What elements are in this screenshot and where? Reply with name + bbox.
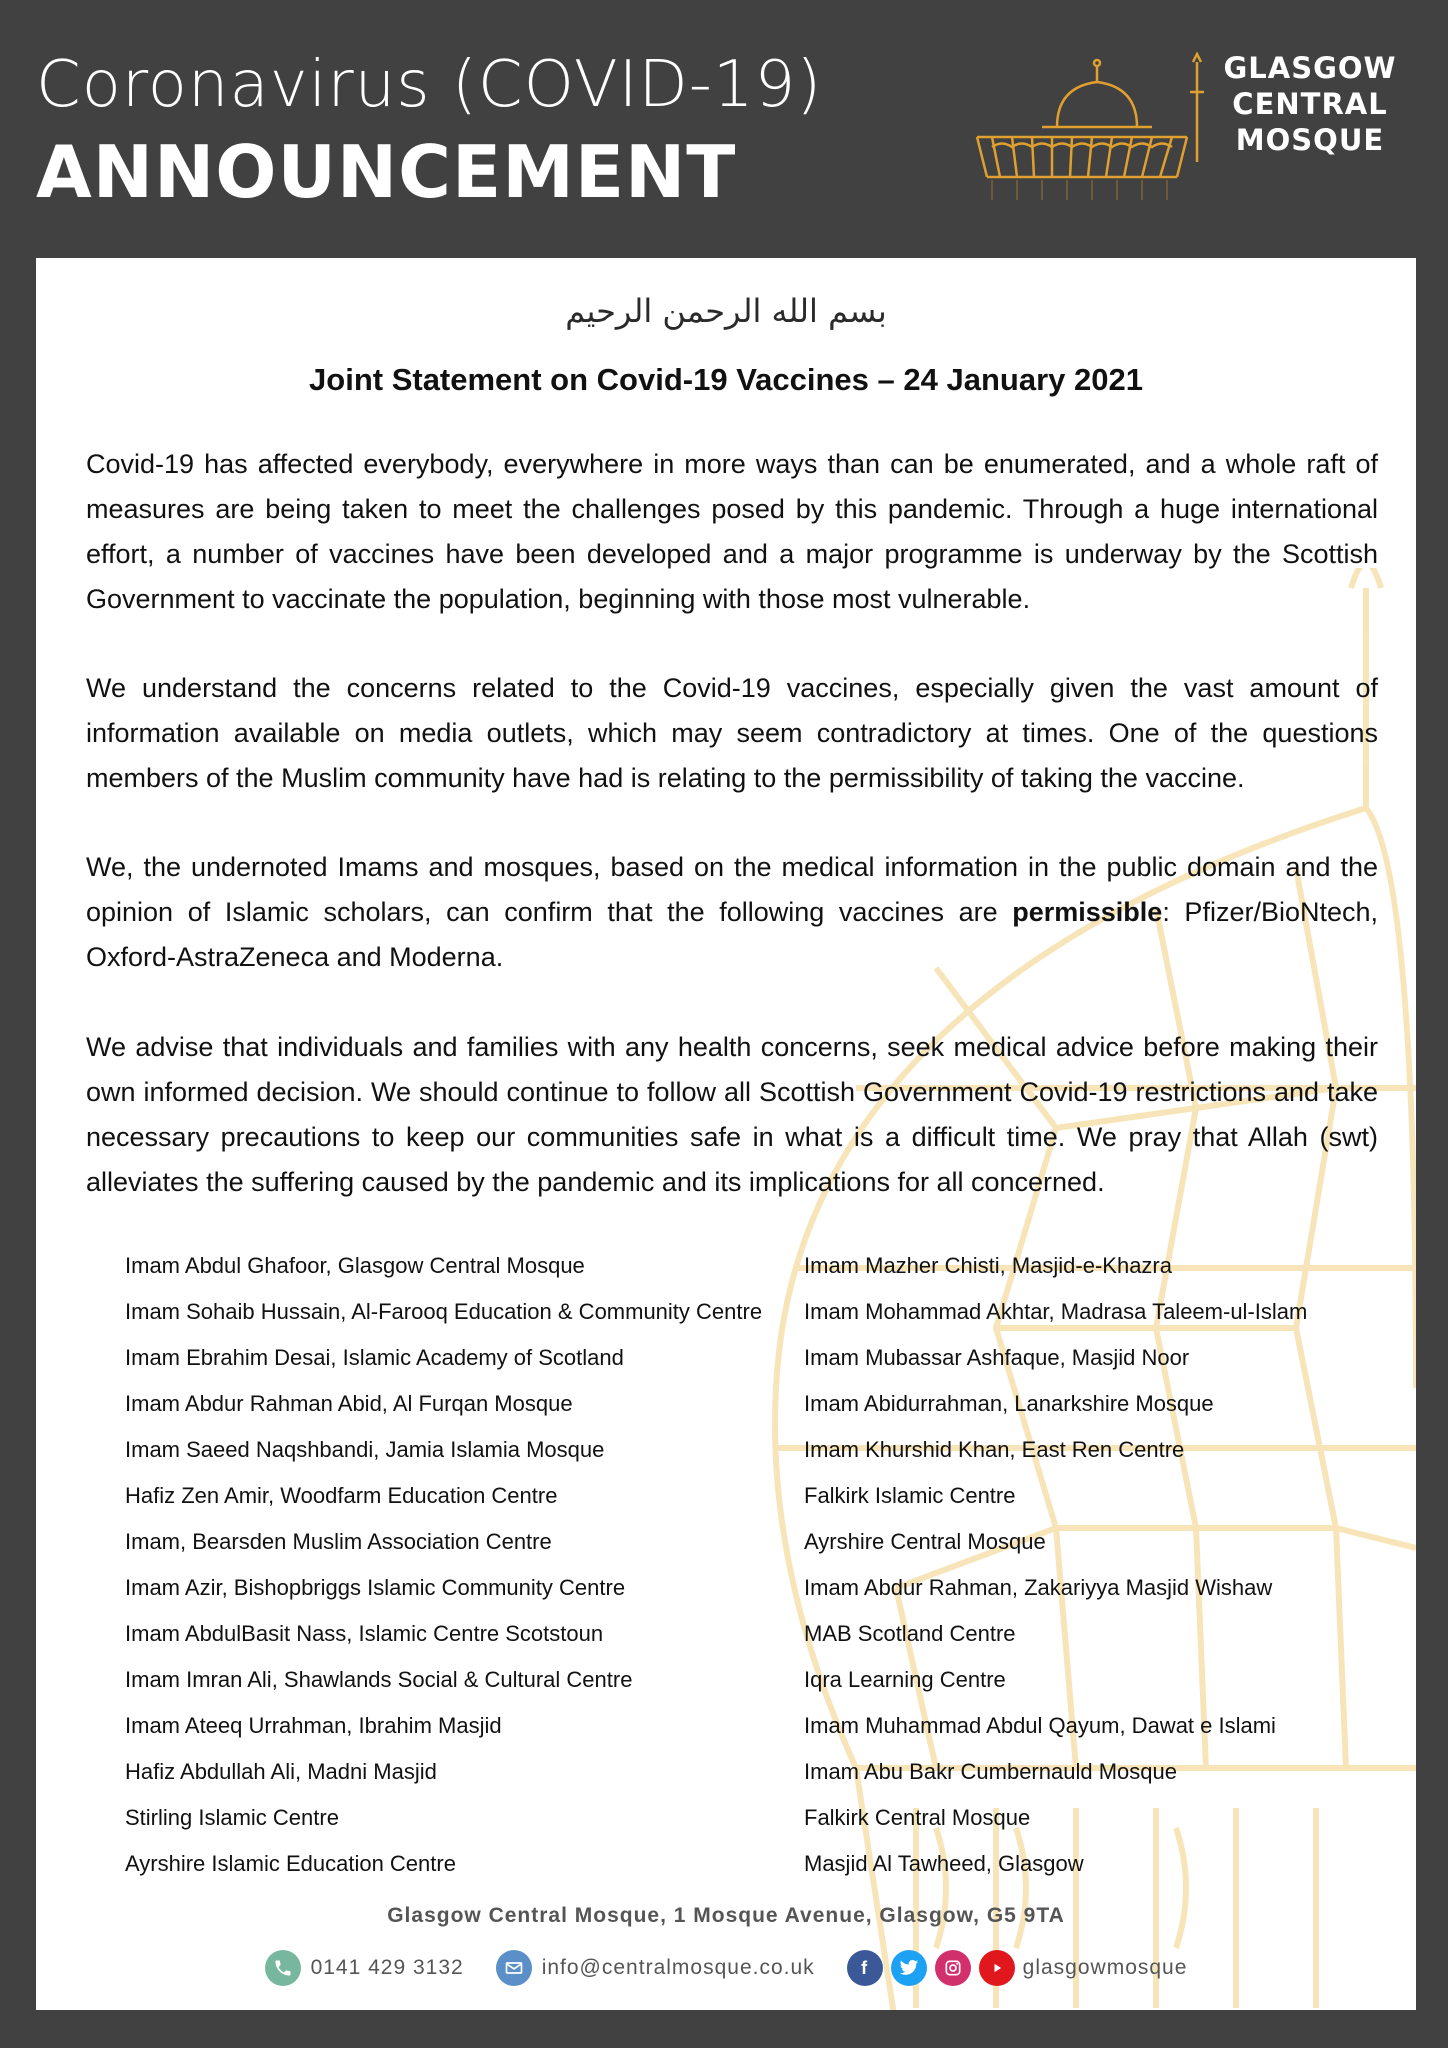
logo-line: MOSQUE	[1235, 123, 1385, 157]
statement-card	[36, 258, 1416, 2010]
signatories-left	[125, 1243, 765, 1887]
paragraph-text: We, the undernoted Imams and mosques, based on the medical information in the public domain and the opinion of Islamic scholars, can confirm that the following vaccines are	[86, 852, 1378, 927]
header-title: Coronavirus (COVID-19)	[36, 48, 823, 122]
mosque-address: Glasgow Central Mosque, 1 Mosque Avenue, Glasgow, G5 9TA	[387, 1904, 1065, 1927]
signatory: Falkirk Islamic Centre	[804, 1483, 1016, 1508]
signatory: Imam, Bearsden Muslim Association Centre	[125, 1529, 552, 1554]
phone-number[interactable]: 0141 429 3132	[310, 1956, 464, 1979]
twitter-icon[interactable]	[891, 1950, 927, 1986]
signatory: Imam AbdulBasit Nass, Islamic Centre Scotstoun	[125, 1621, 604, 1646]
signatory: Imam Imran Ali, Shawlands Social & Cultural Centre	[125, 1667, 633, 1692]
signatory: Hafiz Zen Amir, Woodfarm Education Centre	[125, 1483, 558, 1508]
signatories-right	[804, 1243, 1416, 1887]
signatory: Masjid Al Tawheed, Glasgow	[804, 1851, 1084, 1876]
social-links	[847, 1950, 1188, 1986]
facebook-icon[interactable]: f	[847, 1950, 883, 1986]
signatory: Imam Mubassar Ashfaque, Masjid Noor	[804, 1345, 1190, 1370]
paragraph: We advise that individuals and families with any health concerns, seek medical advice before making their own informed decision. We should continue to follow all Scottish Government Covid-19 restrictions and take necessary precautions to keep our communities safe in what is a difficult time. We pray that Allah (swt) alleviates the suffering caused by the pandemic and its implications for all concerned.	[86, 1032, 1378, 1197]
social-handle[interactable]: glasgowmosque	[1022, 1956, 1188, 1979]
logo-line: CENTRAL	[1232, 87, 1388, 121]
signatory: Ayrshire Central Mosque	[804, 1529, 1046, 1554]
signatory: Falkirk Central Mosque	[804, 1805, 1031, 1830]
signatory: Imam Azir, Bishopbriggs Islamic Community Centre	[125, 1575, 626, 1600]
contact-bar	[36, 1948, 1416, 1988]
signatory: Ayrshire Islamic Education Centre	[125, 1851, 456, 1876]
signatory: Imam Abdul Ghafoor, Glasgow Central Mosque	[125, 1253, 585, 1278]
phone-contact[interactable]	[265, 1950, 464, 1986]
signatory: Imam Ateeq Urrahman, Ibrahim Masjid	[125, 1713, 502, 1738]
statement-title: Joint Statement on Covid-19 Vaccines – 24 January 2021	[309, 362, 1143, 397]
announcement-header	[0, 0, 1448, 258]
permissible-emphasis: permissible	[1012, 897, 1163, 927]
logo-wordmark	[1200, 50, 1420, 158]
signatory: Imam Sohaib Hussain, Al-Farooq Education & Community Centre	[125, 1299, 763, 1324]
logo-line: GLASGOW	[1223, 51, 1397, 85]
signatory: Imam Mazher Chisti, Masjid-e-Khazra	[804, 1253, 1172, 1278]
paragraph: We understand the concerns related to the Covid-19 vaccines, especially given the vast amount of information available on media outlets, which may seem contradictory at times. One of the questions members of the Muslim community have had is relating to the permissibility of taking the vaccine.	[86, 673, 1378, 793]
paragraph-vaccines	[86, 845, 1378, 980]
signatory: Imam Khurshid Khan, East Ren Centre	[804, 1437, 1185, 1462]
signatory: Imam Muhammad Abdul Qayum, Dawat e Islami	[804, 1713, 1276, 1738]
signatory: Iqra Learning Centre	[804, 1667, 1006, 1692]
basmala: بسم الله الرحمن الرحيم	[565, 292, 887, 330]
signatory: Hafiz Abdullah Ali, Madni Masjid	[125, 1759, 437, 1784]
signatory: Imam Ebrahim Desai, Islamic Academy of Scotland	[125, 1345, 624, 1370]
signatory: Imam Abdur Rahman, Zakariyya Masjid Wishaw	[804, 1575, 1273, 1600]
signatory: Imam Abdur Rahman Abid, Al Furqan Mosque	[125, 1391, 573, 1416]
signatory: MAB Scotland Centre	[804, 1621, 1016, 1646]
instagram-icon[interactable]	[935, 1950, 971, 1986]
mosque-logo-icon	[972, 52, 1222, 202]
signatory: Imam Mohammad Akhtar, Madrasa Taleem-ul-Islam	[804, 1299, 1308, 1324]
signatory: Stirling Islamic Centre	[125, 1805, 339, 1830]
email-address[interactable]: info@centralmosque.co.uk	[541, 1956, 815, 1979]
email-contact[interactable]	[496, 1950, 815, 1986]
mail-icon	[496, 1950, 532, 1986]
youtube-icon[interactable]	[979, 1950, 1015, 1986]
header-subtitle: ANNOUNCEMENT	[36, 130, 737, 214]
paragraph-text: : Pfizer/BioNtech, Oxford-AstraZeneca and Moderna.	[86, 897, 1379, 972]
signatory: Imam Abidurrahman, Lanarkshire Mosque	[804, 1391, 1214, 1416]
paragraph: Covid-19 has affected everybody, everywhere in more ways than can be enumerated, and a whole raft of measures are being taken to meet the challenges posed by this pandemic. Through a huge international effort, a number of vaccines have been developed and a major programme is underway by the Scottish Government to vaccinate the population, beginning with those most vulnerable.	[86, 449, 1378, 614]
signatory: Imam Saeed Naqshbandi, Jamia Islamia Mosque	[125, 1437, 605, 1462]
signatory: Imam Abu Bakr Cumbernauld Mosque	[804, 1759, 1177, 1784]
phone-icon	[265, 1950, 301, 1986]
